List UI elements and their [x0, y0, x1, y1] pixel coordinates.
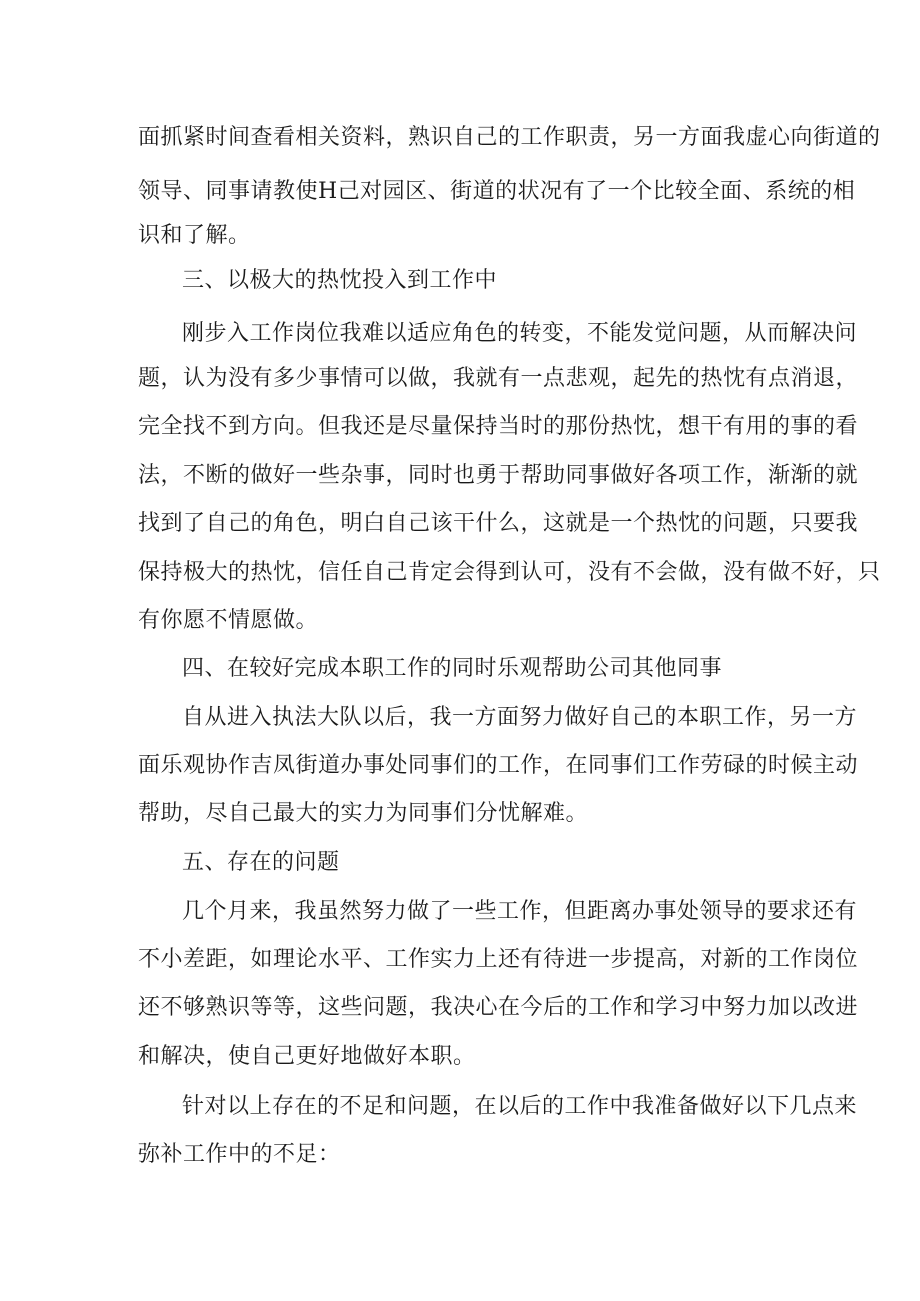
text-line: 完全找不到方向。但我还是尽量保持当时的那份热忱，想干有用的事的看	[138, 414, 859, 439]
text-line: 面乐观协作吉凤街道办事处同事们的工作，在同事们工作劳碌的时候主动	[138, 753, 859, 778]
text-line: 识和了解。	[138, 223, 251, 248]
section-heading: 三、以极大的热忱投入到工作中	[182, 268, 498, 293]
text-line: 自从进入执法大队以后，我一方面努力做好自己的本职工作，另一方	[182, 705, 858, 730]
section-heading: 五、存在的问题	[182, 850, 340, 875]
text-line: 和解决，使自己更好地做好本职。	[138, 1044, 476, 1069]
text-line: 题，认为没有多少事情可以做，我就有一点悲观，起先的热忱有点消退，	[138, 366, 859, 391]
text-line: 针对以上存在的不足和问题，在以后的工作中我准备做好以下几点来	[182, 1094, 858, 1119]
text-line: 不小差距，如理论水平、工作实力上还有待进一步提高，对新的工作岗位	[138, 947, 859, 972]
text-line: 找到了自己的角色，明白自己该干什么，这就是一个热忱的问题，只要我	[138, 511, 859, 536]
text-line: 领导、同事请教使H己对园区、街道的状况有了一个比较全面、系统的相	[138, 179, 856, 204]
text-line: 帮助，尽自己最大的实力为同事们分忧解难。	[138, 801, 589, 826]
text-line: 刚步入工作岗位我难以适应角色的转变，不能发觉问题，从而解决问	[182, 321, 858, 346]
text-line: 弥补工作中的不足：	[138, 1142, 341, 1167]
text-line: 有你愿不情愿做。	[138, 608, 319, 633]
section-heading: 四、在较好完成本职工作的同时乐观帮助公司其他同事	[182, 656, 723, 681]
text-line: 法，不断的做好一些杂事，同时也勇于帮助同事做好各项工作，渐渐的就	[138, 463, 859, 488]
text-line: 几个月来，我虽然努力做了一些工作，但距离办事处领导的要求还有	[182, 899, 858, 924]
text-line: 面抓紧时间查看相关资料，熟识自己的工作职责，另一方面我虚心向街道的	[138, 125, 881, 150]
text-line: 保持极大的热忱，信任自己肯定会得到认可，没有不会做，没有做不好，只	[138, 560, 881, 585]
text-line: 还不够熟识等等，这些问题，我决心在今后的工作和学习中努力加以改进	[138, 995, 859, 1020]
